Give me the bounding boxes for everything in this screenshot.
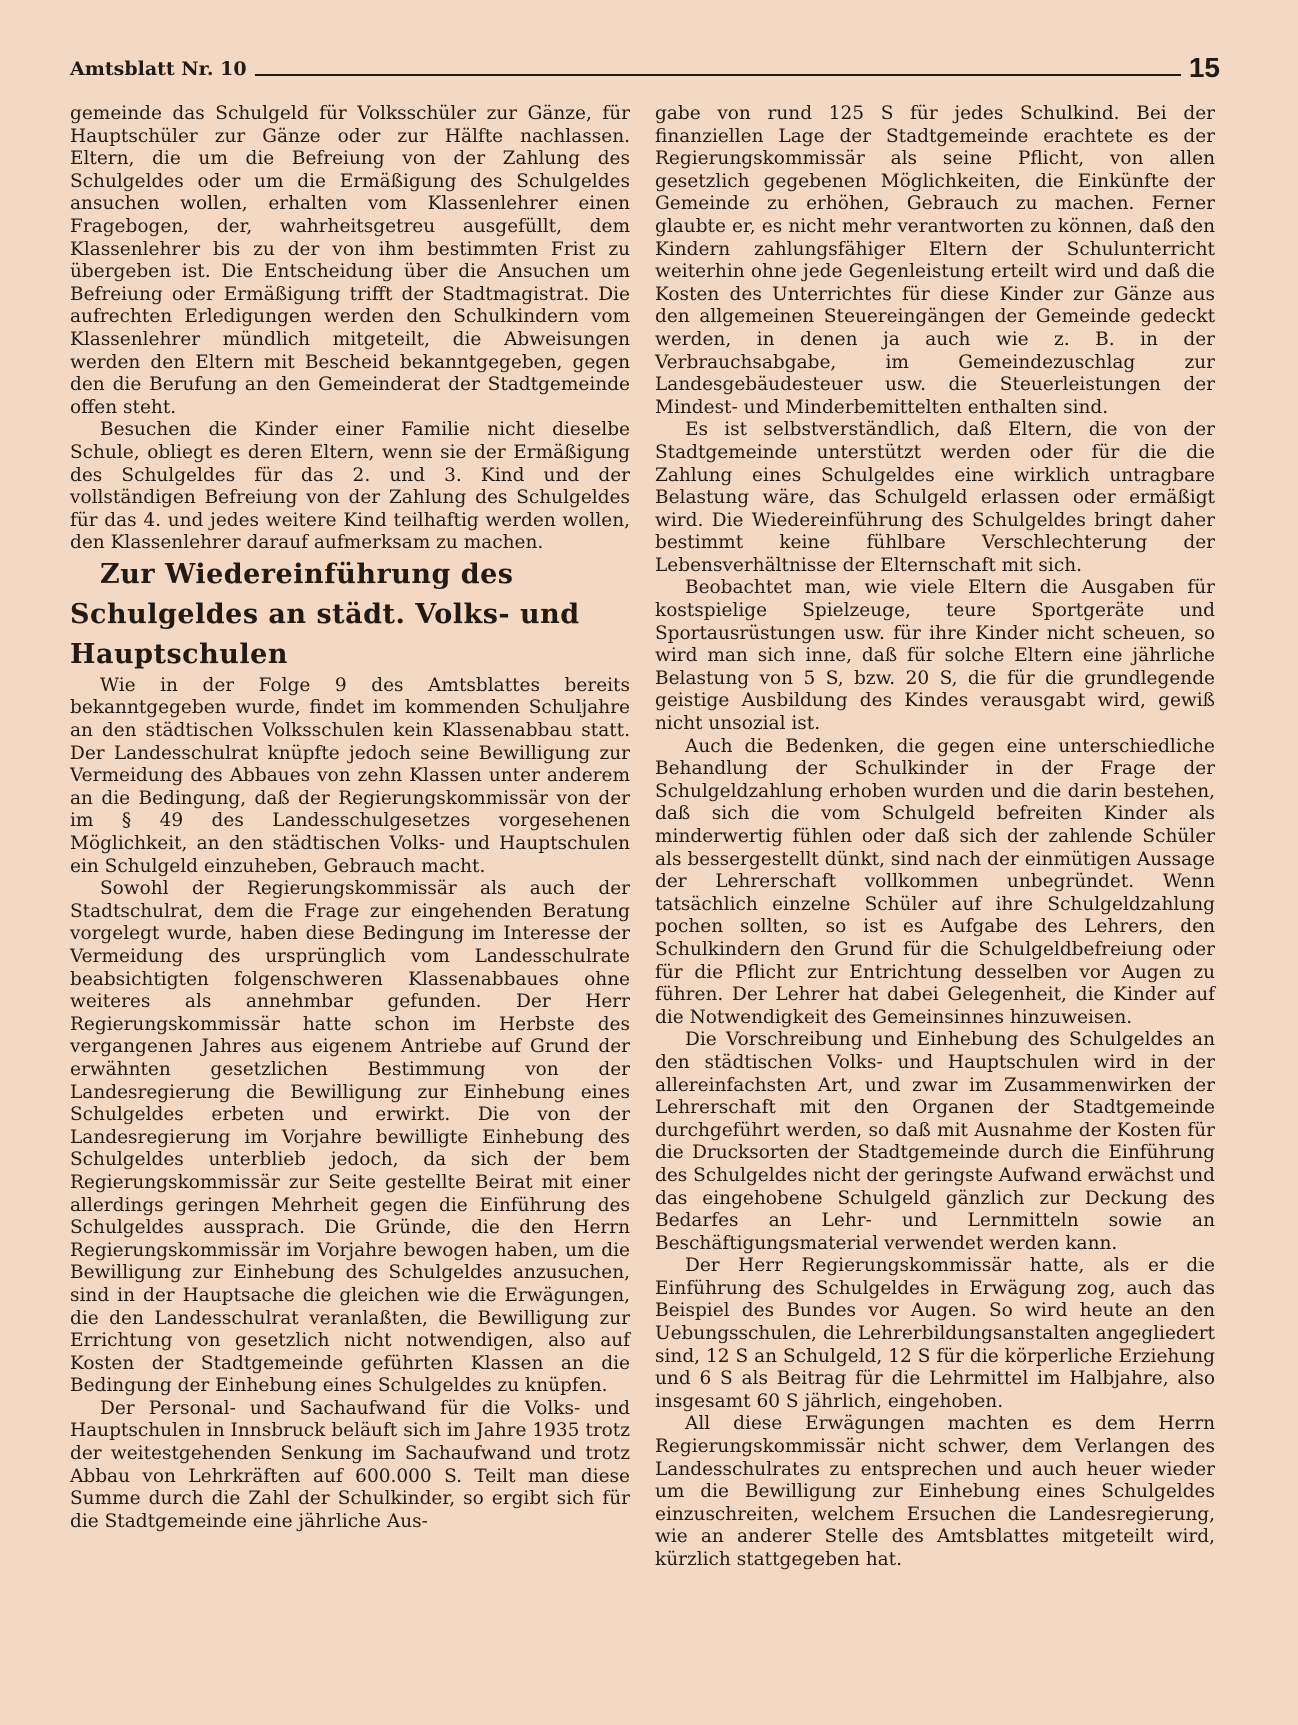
paragraph: All diese Erwägungen machten es dem Herrn Regierungskommissär nicht schwer, dem Verlangen des Landesschulrates zu entsprechen und auch heuer wieder um die Bewilligung zur Einhebung eines Schulgeldes einzuschreiten, welchem Ersuchen die Landesregierung, wie an anderer Stelle des Amtsblattes mitgeteilt wird, kürzlich stattgegeben hat. — [655, 1413, 1215, 1570]
paragraph: Der Herr Regierungskommissär hatte, als er die Einführung des Schulgeldes in Erwägung zog, auch das Beispiel des Bundes vor Augen. So wird heute an den Uebungsschulen, die Lehrerbildungsanstalten angegliedert sind, 12 S an Schulgeld, 12 S für die körperliche Erziehung und 6 S als Beitrag für die Lehrmittel im Halbjahre, also insgesamt 60 S jährlich, eingehoben. — [655, 1255, 1215, 1412]
paragraph: gemeinde das Schulgeld für Volksschüler zur Gänze, für Hauptschüler zur Gänze oder zur Hälfte nachlassen. Eltern, die um die Befreiung von der Zahlung des Schulgeldes oder um die Ermäßigung des Schulgeldes ansuchen wollen, erhalten vom Klassenlehrer einen Fragebogen, der, wahrheitsgetreu ausgefüllt, dem Klassenlehrer bis zu der von ihm bestimmten Frist zu übergeben ist. Die Entscheidung über die Ansuchen um Befreiung oder Ermäßigung trifft der Stadtmagistrat. Die aufrechten Erledigungen werden den Schulkindern vom Klassenlehrer mündlich mitgeteilt, die Abweisungen werden den Eltern mit Bescheid bekanntgegeben, gegen den die Berufung an den Gemeinderat der Stadtgemeinde offen steht. — [70, 103, 630, 418]
paragraph: Sowohl der Regierungskommissär als auch der Stadtschulrat, dem die Frage zur eingehenden Beratung vorgelegt wurde, haben diese Bedingung im Interesse der Vermeidung des ursprünglich vom Landesschulrate beabsichtigten folgenschweren Klassenabbaues ohne weiteres als annehmbar gefunden. Der Herr Regierungskommissär hatte schon im Herbste des vergangenen Jahres aus eigenem Antriebe auf Grund der erwähnten gesetzlichen Bestimmung von der Landesregierung die Bewilligung zur Einhebung eines Schulgeldes erbeten und erwirkt. Die von der Landesregierung im Vorjahre bewilligte Einhebung des Schulgeldes unterblieb jedoch, da sich der bem Regierungskommissär zur Seite gestellte Beirat mit einer allerdings geringen Mehrheit gegen die Einführung des Schulgeldes aussprach. Die Gründe, die den Herrn Regierungskommissär im Vorjahre bewogen haben, um die Bewilligung zur Einhebung des Schulgeldes anzusuchen, sind in der Hauptsache die gleichen wie die Erwägungen, die den Landesschulrat veranlaßten, die Bewilligung zur Errichtung von gesetzlich nicht notwendigen, also auf Kosten der Stadtgemeinde geführten Klassen an die Bedingung der Einhebung eines Schulgeldes zu knüpfen. — [70, 878, 630, 1397]
page-header — [70, 52, 1220, 82]
paragraph: gabe von rund 125 S für jedes Schulkind. Bei der finanziellen Lage der Stadtgemeinde erachtete es der Regierungskommissär als seine Pflicht, von allen gesetzlich gegebenen Möglichkeiten, die Einkünfte der Gemeinde zu erhöhen, Gebrauch zu machen. Ferner glaubte er, es nicht mehr verantworten zu können, daß den Kindern zahlungsfähiger Eltern der Schulunterricht weiterhin ohne jede Gegenleistung erteilt wird und daß die Kosten des Unterrichtes für diese Kinder zur Gänze aus den allgemeinen Steuereingängen der Gemeinde gedeckt werden, in denen ja auch wie z. B. in der Verbrauchsabgabe, im Gemeindezuschlag zur Landesgebäudesteuer usw. die Steuerleistungen der Mindest- und Minderbemittelten enthalten sind. — [655, 103, 1215, 418]
left-column — [70, 103, 630, 1533]
page-number: 15 — [1188, 52, 1220, 83]
article-heading: Zur Wiedereinführung des Schulgeldes an städt. Volks- und Hauptschulen — [70, 558, 580, 670]
paragraph: Der Personal- und Sachaufwand für die Volks- und Hauptschulen in Innsbruck beläuft sich im Jahre 1935 trotz der weitestgehenden Senkung im Sachaufwand und trotz Abbau von Lehrkräften auf 600.000 S. Teilt man diese Summe durch die Zahl der Schulkinder, so ergibt sich für die Stadtgemeinde eine jährliche Aus- — [70, 1397, 630, 1532]
paragraph: Beobachtet man, wie viele Eltern die Ausgaben für kostspielige Spielzeuge, teure Sportgeräte und Sportausrüstungen usw. für ihre Kinder nicht scheuen, so wird man sich inne, daß für solche Eltern eine jährliche Belastung von 5 S, bzw. 20 S, die für die grundlegende geistige Ausbildung des Kindes verausgabt wird, gewiß nicht unsozial ist. — [655, 577, 1215, 735]
paragraph: Besuchen die Kinder einer Familie nicht dieselbe Schule, obliegt es deren Eltern, wenn sie der Ermäßigung des Schulgeldes für das 2. und 3. Kind und der vollständigen Befreiung von der Zahlung des Schulgeldes für das 4. und jedes weitere Kind teilhaftig werden wollen, den Klassenlehrer darauf aufmerksam zu machen. — [70, 419, 630, 554]
publication-title: Amtsblatt Nr. 10 — [70, 58, 247, 80]
paragraph: Es ist selbstverständlich, daß Eltern, die von der Stadtgemeinde unterstützt werden oder für die die Zahlung eines Schulgeldes eine wirklich untragbare Belastung wäre, das Schulgeld erlassen oder ermäßigt wird. Die Wiedereinführung des Schulgeldes bringt daher bestimmt keine fühlbare Verschlechterung der Lebensverhältnisse der Elternschaft mit sich. — [655, 419, 1215, 576]
header-rule — [255, 74, 1181, 76]
paragraph: Auch die Bedenken, die gegen eine unterschiedliche Behandlung der Schulkinder in der Frage der Schulgeldzahlung erhoben wurden und die darin bestehen, daß sich die vom Schulgeld befreiten Kinder als minderwertig fühlen oder daß sich der zahlende Schüler als bessergestellt dünkt, sind nach der einmütigen Aussage der Lehrerschaft vollkommen unbegründet. Wenn tatsächlich einzelne Schüler auf ihre Schulgeldzahlung pochen sollten, so ist es Aufgabe des Lehrers, den Schulkindern den Grund für die Schulgeldbefreiung oder für die Pflicht zur Entrichtung desselben vor Augen zu führen. Der Lehrer hat dabei Gelegenheit, die Kinder auf die Notwendigkeit des Gemeinsinnes hinzuweisen. — [655, 735, 1215, 1028]
paragraph: Die Vorschreibung und Einhebung des Schulgeldes an den städtischen Volks- und Hauptschulen wird in der allereinfachsten Art, und zwar im Zusammenwirken der Lehrerschaft mit den Organen der Stadtgemeinde durchgeführt werden, so daß mit Ausnahme der Kosten für die Drucksorten der Stadtgemeinde durch die Einführung des Schulgeldes nicht der geringste Aufwand erwächst und das eingehobene Schulgeld gänzlich zur Deckung des Bedarfes an Lehr- und Lernmitteln sowie an Beschäftigungsmaterial verwendet werden kann. — [655, 1029, 1215, 1254]
right-column — [655, 103, 1215, 1572]
paragraph: Wie in der Folge 9 des Amtsblattes bereits bekanntgegeben wurde, findet im kommenden Schuljahre an den städtischen Volksschulen kein Klassenabbau statt. Der Landesschulrat knüpfte jedoch seine Bewilligung zur Vermeidung des Abbaues von zehn Klassen unter anderem an die Bedingung, daß der Regierungskommissär von der im § 49 des Landesschulgesetzes vorgesehenen Möglichkeit, an den städtischen Volks- und Hauptschulen ein Schulgeld einzuheben, Gebrauch macht. — [70, 674, 630, 877]
